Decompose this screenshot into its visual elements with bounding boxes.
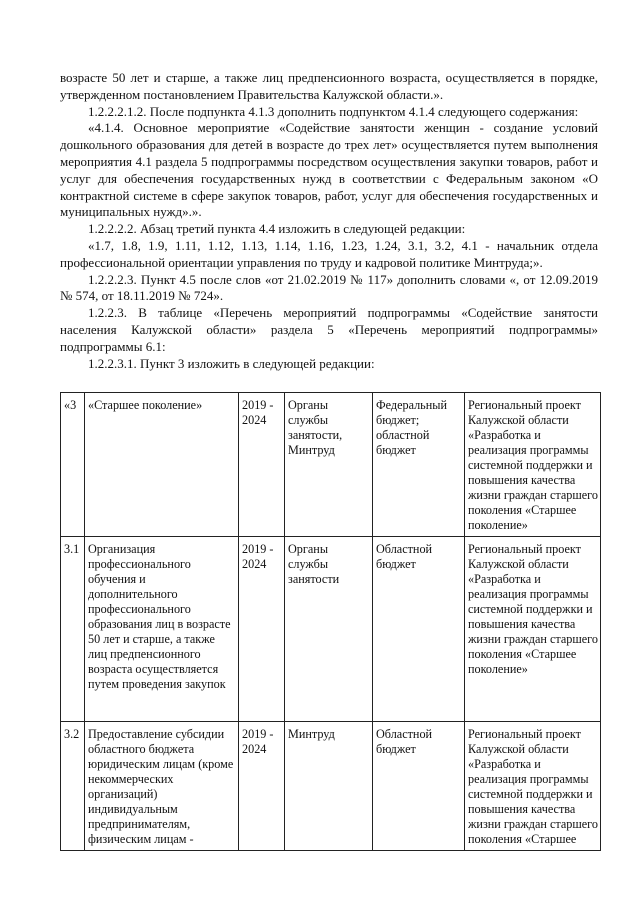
paragraph-2: 1.2.2.2.1.2. После подпункта 4.1.3 дополнить подпунктом 4.1.4 следующего содержания: [88, 103, 579, 119]
regional-project-cell: Региональный проект Калужской области «Разработка и реализация программы системной поддержки и повышения качества жизни граждан старшего поколения «Старшее поколение» [465, 393, 601, 537]
measures-table-wrap [60, 392, 600, 851]
paragraph-4: 1.2.2.2.2. Абзац третий пункта 4.4 изложить в следующей редакции: [88, 221, 466, 237]
paragraph-8: 1.2.2.3.1. Пункт 3 изложить в следующей редакции: [88, 355, 375, 371]
row-number: 3.2 [61, 722, 85, 851]
table-row [61, 393, 601, 537]
table-row [61, 722, 601, 851]
executor-cell: Органы службы занятости [285, 537, 373, 722]
period-cell: 2019 - 2024 [239, 722, 285, 851]
measure-name: Организация профессионального обучения и дополнительного профессионального образования лиц в возрасте 50 лет и старше, а также лиц предпенсионного возраста осуществляется путем проведения закупок [85, 537, 239, 722]
period-cell: 2019 - 2024 [239, 393, 285, 537]
row-number: «3 [61, 393, 85, 537]
regional-project-cell: Региональный проект Калужской области «Разработка и реализация программы системной поддержки и повышения качества жизни граждан старшего поколения «Старшее [465, 722, 601, 851]
table-row [61, 537, 601, 722]
paragraph-1: возрасте 50 лет и старше, а также лиц предпенсионного возраста, осуществляется в порядке, утвержденном постановлением Правительства Калужской области.». [60, 70, 598, 102]
regional-project-cell: Региональный проект Калужской области «Разработка и реализация программы системной поддержки и повышения качества жизни граждан старшего поколения «Старшее поколение» [465, 537, 601, 722]
paragraph-3: «4.1.4. Основное мероприятие «Содействие занятости женщин - создание условий дошкольного образования для детей в возрасте до трех лет» осуществляется путем выполнения мероприятия 4.1 раздела 5 подпрограммы посредством осуществления закупки товаров, работ и услуг для обеспечения государственных нужд в соответствии с Федеральным законом «О контрактной системе в сфере закупок товаров, работ, услуг для обеспечения государственных и муниципальных нужд».». [60, 120, 598, 220]
measures-table [60, 392, 601, 851]
executor-cell: Минтруд [285, 722, 373, 851]
paragraph-6: 1.2.2.2.3. Пункт 4.5 после слов «от 21.02.2019 № 117» дополнить словами «, от 12.09.2019 № 574, от 18.11.2019 № 724». [60, 271, 598, 304]
measure-name: «Старшее поколение» [85, 393, 239, 537]
document-body [60, 70, 598, 372]
row-number: 3.1 [61, 537, 85, 722]
funding-source-cell: Областной бюджет [373, 722, 465, 851]
executor-cell: Органы службы занятости, Минтруд [285, 393, 373, 537]
paragraph-7: 1.2.2.3. В таблице «Перечень мероприятий подпрограммы «Содействие занятости населения Калужской области» раздела 5 «Перечень мероприятий подпрограммы» подпрограммы 6.1: [60, 305, 598, 354]
measure-name: Предоставление субсидии областного бюджета юридическим лицам (кроме некоммерческих организаций) индивидуальным предпринимателям, физическим лицам - [85, 722, 239, 851]
paragraph-5: «1.7, 1.8, 1.9, 1.11, 1.12, 1.13, 1.14, 1.16, 1.23, 1.24, 3.1, 3.2, 4.1 - начальник отдела профессиональной ориентации управления по труду и кадровой политике Минтруда;». [60, 237, 598, 270]
funding-source-cell: Федеральный бюджет; областной бюджет [373, 393, 465, 537]
period-cell: 2019 - 2024 [239, 537, 285, 722]
funding-source-cell: Областной бюджет [373, 537, 465, 722]
